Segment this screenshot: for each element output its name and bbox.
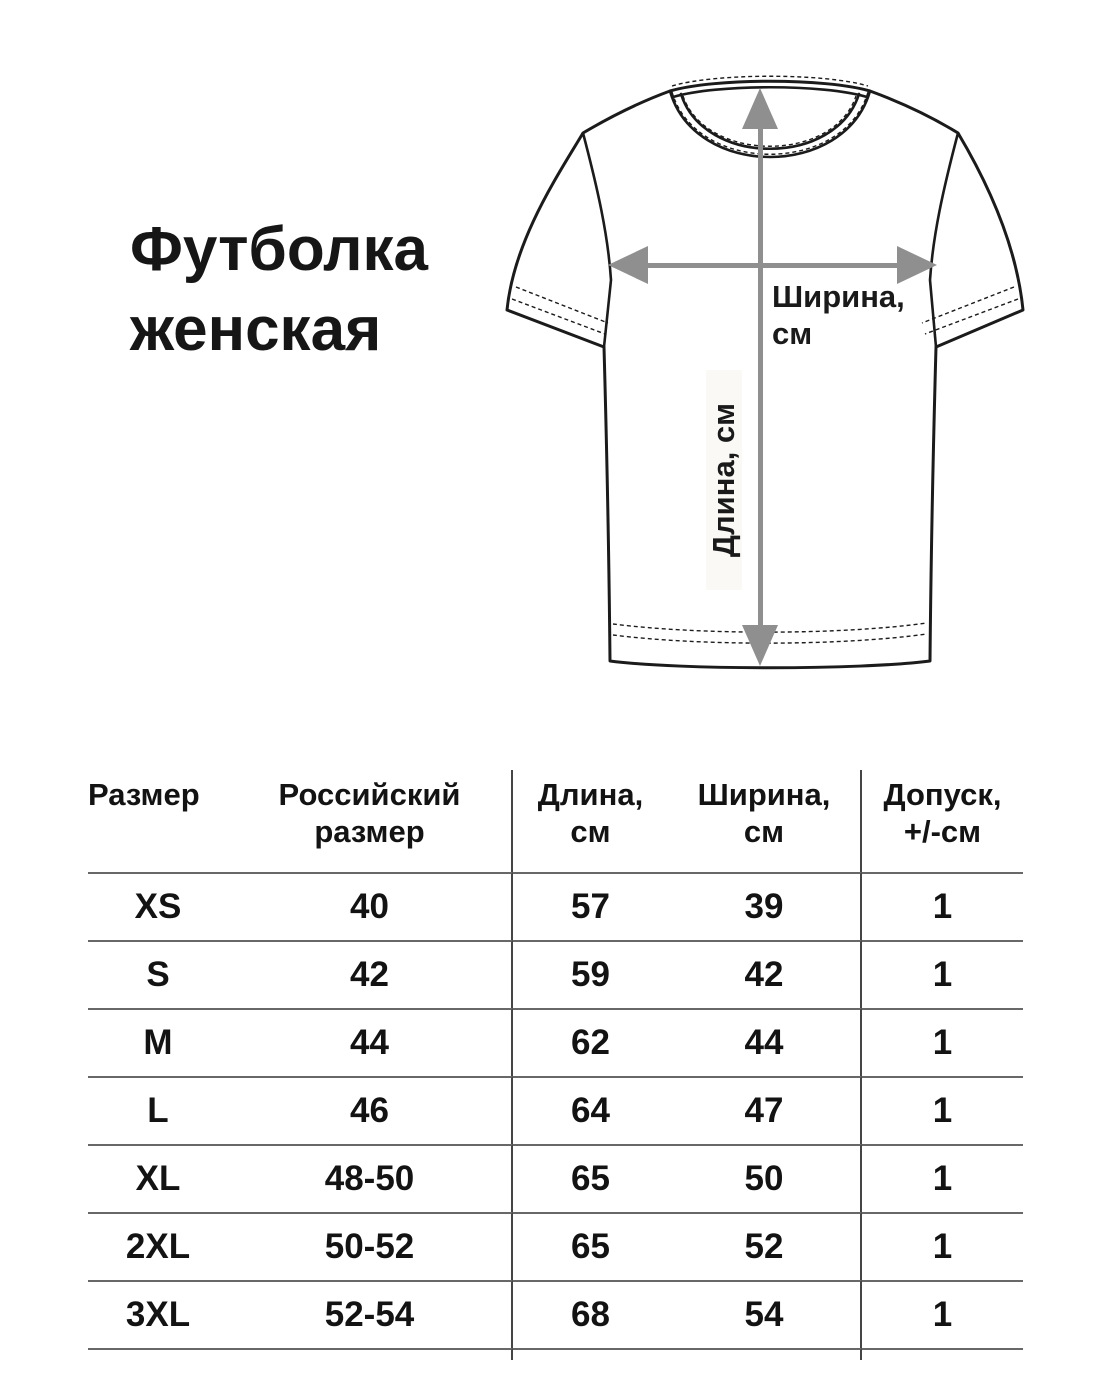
table-cell: L <box>88 1076 228 1144</box>
length-label: Длина, см <box>706 370 742 590</box>
table-cell: 1 <box>862 872 1023 940</box>
table-cell: XS <box>88 872 228 940</box>
table-cell: 65 <box>513 1144 668 1212</box>
table-cell: 50 <box>668 1144 862 1212</box>
tshirt-drawing <box>500 75 1030 675</box>
table-cell: 1 <box>862 1076 1023 1144</box>
table-cell: 1 <box>862 1008 1023 1076</box>
header-cell-line: Ширина, <box>697 777 831 812</box>
table-cell: 46 <box>228 1076 513 1144</box>
header-cell-line: размер <box>314 814 425 849</box>
table-cell: 52 <box>668 1212 862 1280</box>
table-cell: 68 <box>513 1280 668 1348</box>
table-cell: 54 <box>668 1280 862 1348</box>
table-cell: 44 <box>228 1008 513 1076</box>
table-cell: 48-50 <box>228 1144 513 1212</box>
table-cell: 1 <box>862 1280 1023 1348</box>
table-bottom-stub <box>88 1348 228 1360</box>
header-cell-line: +/-см <box>903 814 982 849</box>
table-bottom-stub <box>668 1348 862 1360</box>
table-cell: 40 <box>228 872 513 940</box>
header-cell <box>513 770 668 872</box>
table-cell: 50-52 <box>228 1212 513 1280</box>
width-label <box>772 278 905 352</box>
table-cell: S <box>88 940 228 1008</box>
table-cell: 57 <box>513 872 668 940</box>
page-title <box>130 210 428 370</box>
table-cell: 1 <box>862 940 1023 1008</box>
table-cell: 47 <box>668 1076 862 1144</box>
table-bottom-stub <box>862 1348 1023 1360</box>
table-cell: M <box>88 1008 228 1076</box>
tshirt-diagram <box>500 75 1030 675</box>
table-cell: 2XL <box>88 1212 228 1280</box>
table-cell: 59 <box>513 940 668 1008</box>
page-title-line1: Футболка <box>130 215 429 284</box>
table-cell: 1 <box>862 1212 1023 1280</box>
size-table <box>88 770 1023 1360</box>
table-cell: 39 <box>668 872 862 940</box>
header-cell-line: Длина, <box>537 777 644 812</box>
table-cell: 3XL <box>88 1280 228 1348</box>
header-cell-line: Допуск, <box>883 777 1002 812</box>
header-cell <box>88 770 228 872</box>
header-cell-line: Размер <box>88 777 200 812</box>
table-bottom-stub <box>228 1348 513 1360</box>
header-cell-line: см <box>743 814 785 849</box>
page-title-line2: женская <box>130 295 382 364</box>
table-cell: 62 <box>513 1008 668 1076</box>
table-cell: XL <box>88 1144 228 1212</box>
table-cell: 42 <box>228 940 513 1008</box>
header-cell <box>668 770 862 872</box>
header-cell <box>228 770 513 872</box>
header-cell <box>862 770 1023 872</box>
width-label-line1: Ширина, <box>772 279 905 314</box>
table-cell: 42 <box>668 940 862 1008</box>
width-label-line2: см <box>772 316 813 351</box>
header-cell-line: см <box>570 814 611 849</box>
table-cell: 64 <box>513 1076 668 1144</box>
table-cell: 1 <box>862 1144 1023 1212</box>
header-cell-line: Российский <box>278 777 461 812</box>
table-cell: 52-54 <box>228 1280 513 1348</box>
table-cell: 65 <box>513 1212 668 1280</box>
table-bottom-stub <box>513 1348 668 1360</box>
table-cell: 44 <box>668 1008 862 1076</box>
tshirt-outline <box>507 81 1023 668</box>
